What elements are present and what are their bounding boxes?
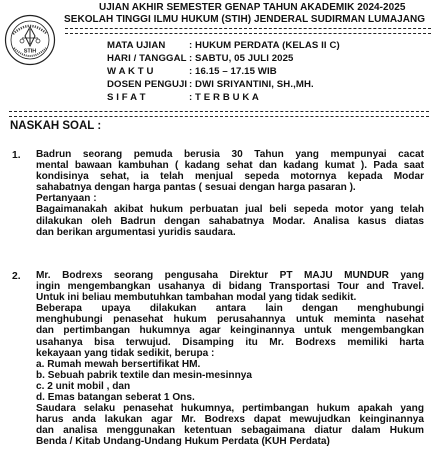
question-line: harus anda lakukan agar Mr. Bodrexs dapat mewujudkan keinginannya (36, 414, 424, 426)
exam-info-label: HARI / TANGGAL (107, 53, 187, 64)
question-line: ingin mengembangkan usahanya di bidang Transportasi Tour and Travel. (36, 281, 424, 293)
question-line: mental bawaan kambuhan ( kadang sehat dan kadang kumat ). Pada saat (36, 160, 424, 172)
question-line: usahanya bisa terwujud. Disamping itu Mr. Bodrexs memiliki harta (36, 336, 424, 348)
question-2-body (36, 270, 424, 448)
question-line: d. Emas batangan seberat 1 Ons. (36, 392, 195, 404)
exam-info-label: DOSEN PENGUJI (107, 79, 188, 90)
question-line: dan berikan argumentasi yuridis saudara. (36, 226, 236, 238)
header-title-line1: UJIAN AKHIR SEMESTER GENAP TAHUN AKADEMIK 2024-2025 (99, 2, 406, 13)
exam-info-value: : DWI SRIYANTINI, SH.,MH. (189, 79, 314, 90)
logo-text: STIH (23, 48, 37, 55)
exam-info-label: MATA UJIAN (107, 40, 166, 51)
question-number: 1. (12, 150, 21, 161)
question-line: dan pertimbangan hukumnya agar keinginannya untuk mengembangkan (36, 325, 424, 337)
exam-info-value: : SABTU, 05 JULI 2025 (189, 53, 294, 64)
section-divider (9, 111, 429, 117)
question-line: Badrun seorang pemuda berusia 30 Tahun yang mempunyai cacat (36, 149, 424, 160)
exam-info-label: W A K T U (107, 66, 154, 77)
question-line: Untuk ini beliau membutuhkan tambahan modal yang tidak sedikit. (36, 292, 357, 304)
question-line: Saudara selaku penasehat hukumnya, pertimbangan hukum apakah yang (36, 403, 424, 415)
question-line: kekayaan yang tidak sedikit, berupa : (36, 347, 215, 359)
question-line: dilakukan oleh Badrun dengan sahabatnya Modar. Analisa kasus diatas (36, 215, 424, 227)
question-line: Benda / Kitab Undang-Undang Hukum Perdata (KUH Perdata) (36, 436, 330, 448)
question-line: dan analisa menggunakan ketentuan sebagaimana diatur dalam Hukum (36, 425, 424, 437)
exam-info-value: : T E R B U K A (189, 92, 259, 103)
question-1-body (36, 149, 424, 238)
question-line: Bagaimanakah akibat hukum perbuatan jual beli sepeda motor yang telah (36, 204, 424, 216)
question-line: a. Rumah mewah bersertifikat HM. (36, 358, 201, 370)
question-line: menghubungi penasehat hukum perusahannya untuk meminta nasehat (36, 314, 424, 326)
question-line: Pertanyaan : (36, 193, 97, 205)
exam-info-label: S I F A T (107, 92, 146, 103)
header-title-line2: SEKOLAH TINGGI ILMU HUKUM (STIH) JENDERAL SUDIRMAN LUMAJANG (64, 14, 426, 25)
question-line: c. 2 unit mobil , dan (36, 380, 131, 392)
exam-info-value: : HUKUM PERDATA (KELAS II C) (189, 40, 340, 51)
question-line: Mr. Bodrexs seorang pengusaha Direktur PT MAJU MUNDUR yang (36, 270, 424, 281)
exam-info-value: : 16.15 – 17.15 WIB (189, 66, 277, 77)
question-line: b. Sebuah pabrik textile dan mesin-mesinnya (36, 369, 252, 381)
question-line: sahabatnya dengan harga pantas ( sesuai dengan harga pasaran ). (36, 182, 356, 194)
section-title: NASKAH SOAL : (10, 120, 102, 132)
question-line: kondisinya sehat, ia telah menjual sepeda motornya kepada Modar (36, 171, 424, 183)
question-line: Beberapa upaya dilakukan antara lain dengan menghubungi (36, 303, 424, 315)
stih-logo (4, 14, 56, 66)
question-number: 2. (12, 271, 21, 282)
header-separator (65, 28, 431, 34)
